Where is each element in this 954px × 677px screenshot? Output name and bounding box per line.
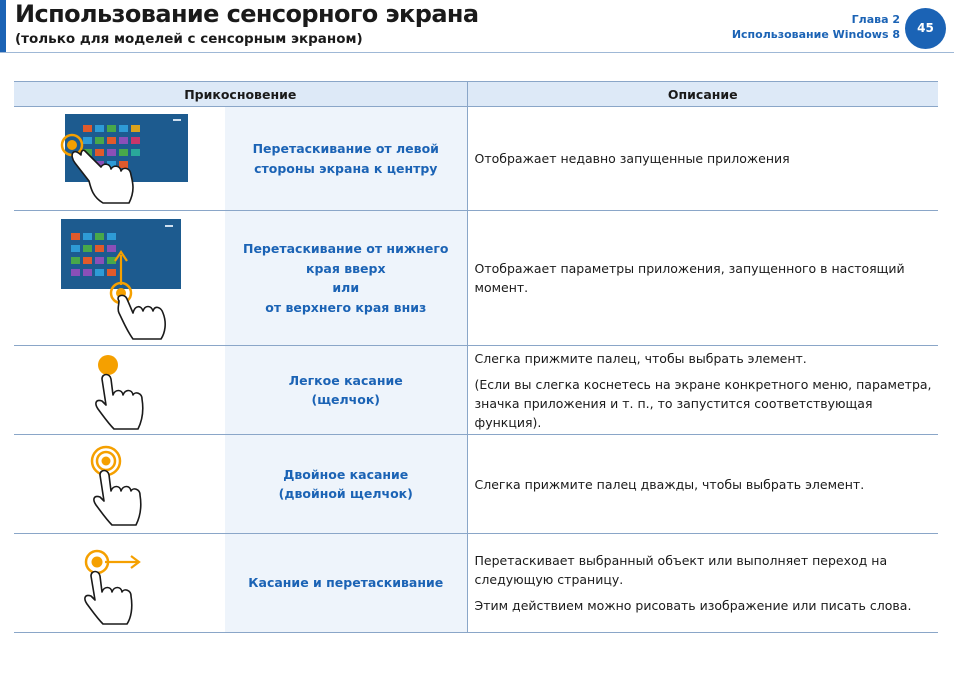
page-number-badge: 45 [905, 8, 946, 49]
double-tap-icon [80, 441, 160, 527]
gesture-name-line: (двойной щелчок) [278, 486, 413, 501]
description-paragraph: Этим действием можно рисовать изображение или писать слова. [474, 598, 912, 613]
gesture-illustration-cell [14, 346, 225, 435]
section-label: Использование Windows 8 [731, 28, 900, 41]
table-row [14, 107, 938, 211]
page-title: Использование сенсорного экрана [15, 0, 479, 28]
gesture-name [225, 435, 467, 534]
gesture-description [467, 107, 938, 211]
gesture-name-line: Касание и перетаскивание [248, 575, 444, 591]
description-paragraph: (Если вы слегка коснетесь на экране конкретного меню, параметра, значка приложения и т. п., то запустится соответствующая функция). [474, 376, 932, 430]
gesture-name [225, 346, 467, 435]
table-row [14, 346, 938, 435]
gesture-illustration-cell [14, 107, 225, 211]
gesture-name-line: Двойное касание [283, 466, 409, 482]
column-header-touch: Прикосновение [14, 82, 467, 107]
description-paragraph: Слегка прижмите палец дважды, чтобы выбрать элемент. [474, 476, 865, 492]
gesture-name-line: (щелчок) [311, 392, 381, 407]
description-paragraph: Слегка прижмите палец, чтобы выбрать элемент. [474, 350, 807, 366]
gesture-table [14, 81, 938, 633]
gesture-description [467, 534, 938, 633]
header-accent-bar [0, 0, 6, 52]
gesture-name [225, 211, 467, 346]
table-row [14, 211, 938, 346]
gesture-name-line: Перетаскивание от нижнего [242, 241, 449, 256]
gesture-description [467, 435, 938, 534]
gesture-name-line: или [332, 280, 360, 295]
gesture-illustration-cell [14, 534, 225, 633]
tap-icon [80, 349, 160, 431]
gesture-name-line: Перетаскивание от левой [252, 141, 439, 156]
gesture-name [225, 107, 467, 211]
gesture-name [225, 534, 467, 633]
gesture-illustration-cell [14, 435, 225, 534]
chapter-info [732, 12, 900, 42]
gesture-name-line: от верхнего края вниз [265, 299, 427, 315]
swipe-left-edge-icon [45, 111, 195, 207]
gesture-illustration-cell [14, 211, 225, 346]
gesture-name-line: стороны экрана к центру [254, 160, 438, 176]
description-paragraph: Отображает недавно запущенные приложения [474, 151, 790, 166]
table-header-row [14, 82, 938, 107]
page-subtitle: (только для моделей с сенсорным экраном) [15, 31, 363, 47]
tap-drag-icon [75, 540, 165, 626]
chapter-label: Глава 2 [851, 13, 900, 26]
description-paragraph: Отображает параметры приложения, запущенного в настоящий момент. [474, 261, 905, 295]
gesture-description [467, 346, 938, 435]
description-paragraph: Перетаскивает выбранный объект или выполняет переход на следующую страницу. [474, 553, 888, 587]
gesture-name-line: Легкое касание [288, 372, 403, 388]
swipe-bottom-edge-icon [45, 215, 195, 341]
header-divider [0, 52, 954, 53]
gesture-name-line: края вверх [305, 260, 386, 276]
table-row [14, 534, 938, 633]
table-row [14, 435, 938, 534]
column-header-description: Описание [467, 82, 938, 107]
gesture-description [467, 211, 938, 346]
